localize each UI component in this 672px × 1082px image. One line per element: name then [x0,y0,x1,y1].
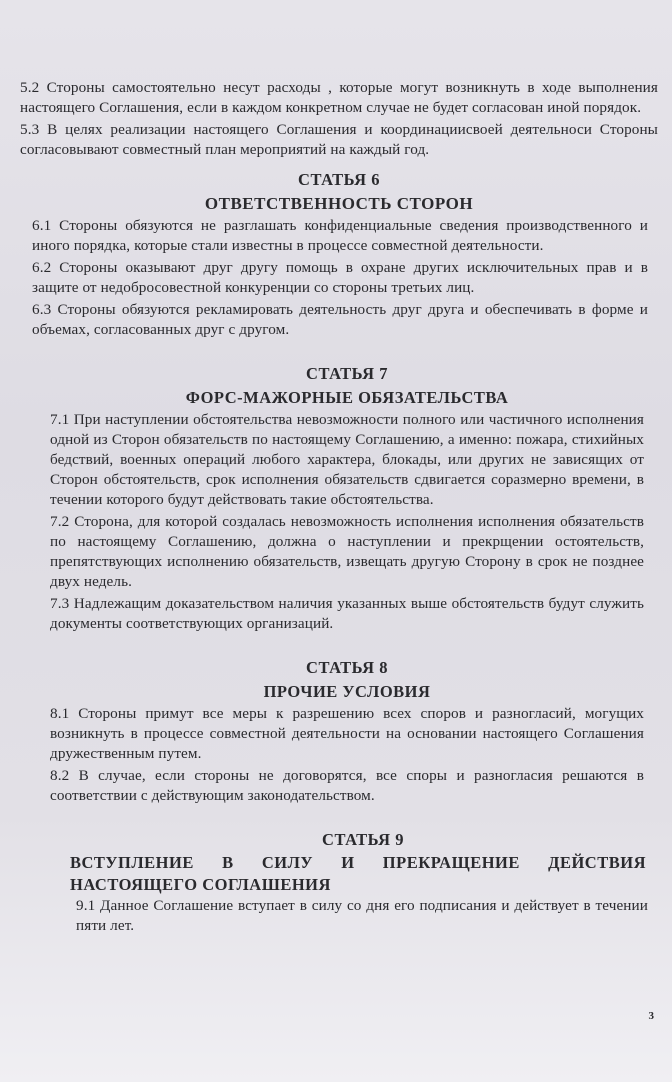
article-6-title: ОТВЕТСТВЕННОСТЬ СТОРОН [204,194,474,213]
article-6-number: СТАТЬЯ 6 [298,170,380,189]
clause-5-3: 5.3 В целях реализации настоящего Соглашения и координациисвоей деятельноси Стороны согласовывают совместный план мероприятий на каждый год. [20,121,658,158]
clause-7-1: 7.1 При наступлении обстоятельства невозможности полного или частичного исполнения одной из Сторон обязательств по настоящему Соглашению, а именно: пожара, стихийных бедствий, военных операций любого характера, блокады, или других не зависящих от Сторон обстоятельств, срок исполнения обязательств сдвигается соразмерно времени, в течении которого будут действовать такие обстоятельства. [50,411,644,508]
clause-6-2: 6.2 Стороны оказывают друг другу помощь в охране других исключительных прав и в защите от недобросовестной конкуренции со стороны третьих лиц. [32,259,648,296]
article-8-title: ПРОЧИЕ УСЛОВИЯ [263,682,431,701]
article-8-number: СТАТЬЯ 8 [306,658,388,677]
section-7 [20,362,658,634]
clause-6-1: 6.1 Стороны обязуются не разглашать конфиденциальные сведения производственного и иного порядка, которые стали известны в процессе совместной деятельности. [32,217,648,254]
section-6 [20,168,658,340]
section-9-body [20,896,658,936]
article-9-number: СТАТЬЯ 9 [322,830,404,849]
clause-8-2: 8.2 В случае, если стороны не договорятся, все споры и разногласия решаются в соответствии с действующим законодательством. [50,767,644,804]
article-9-title-line-1: ВСТУПЛЕНИЕ В СИЛУ И ПРЕКРАЩЕНИЕ ДЕЙСТВИЯ [70,853,646,872]
article-7-number: СТАТЬЯ 7 [306,364,388,383]
page-number: 3 [648,1010,654,1022]
section-9 [20,828,658,852]
article-7-title: ФОРС-МАЖОРНЫЕ ОБЯЗАТЕЛЬСТВА [185,388,509,407]
article-9-title-line-2: НАСТОЯЩЕГО СОГЛАШЕНИЯ [70,875,331,894]
clause-7-3: 7.3 Надлежащим доказательством наличия указанных выше обстоятельств будут служить документы соответствующих организаций. [50,595,644,632]
clause-9-1: 9.1 Данное Соглашение вступает в силу со дня его подписания и действует в течении пяти лет. [76,897,648,934]
clause-7-2: 7.2 Сторона, для которой создалась невозможность исполнения исполнения обязательств по настоящему Соглашению, должна о наступлении и прекрщении остоятельств, препятствующих исполнению обязательств, извещать другую Сторону в срок не позднее двух недель. [50,513,644,590]
clause-5-2: 5.2 Стороны самостоятельно несут расходы , которые могут возникнуть в ходе выполнения настоящего Соглашения, если в каждом конкретном случае не будет согласован иной порядок. [20,79,658,116]
clause-6-3: 6.3 Стороны обязуются рекламировать деятельность друг друга и обеспечивать в форме и объемах, согласованных друг с другом. [32,301,648,338]
section-8 [20,656,658,806]
clause-8-1: 8.1 Стороны примут все меры к разрешению всех споров и разногласий, могущих возникнуть в процессе совместной деятельности на основании настоящего Соглашения дружественным путем. [50,705,644,762]
section-5 [20,78,658,160]
